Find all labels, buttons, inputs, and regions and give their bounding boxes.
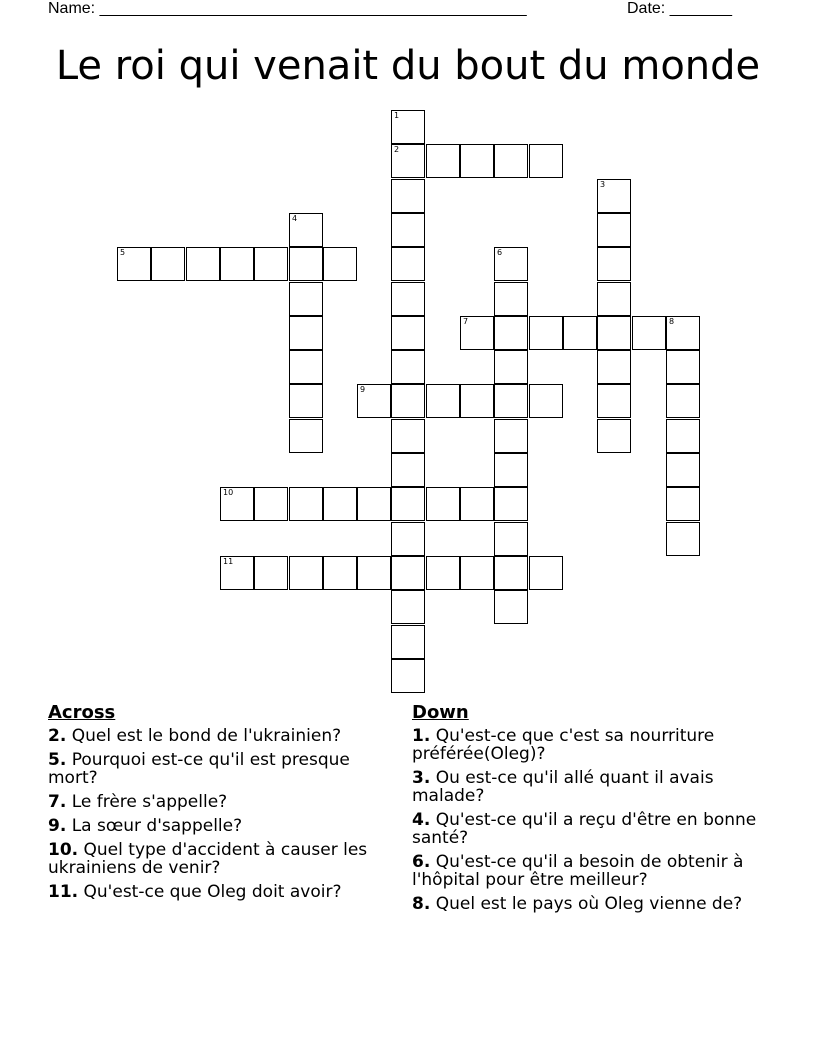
- down-clues: [412, 702, 782, 919]
- crossword-cell[interactable]: [254, 487, 288, 521]
- crossword-cell[interactable]: [289, 384, 323, 418]
- clue-number: 3.: [412, 768, 431, 788]
- clue-number: 11.: [48, 882, 79, 902]
- crossword-cell[interactable]: [426, 384, 460, 418]
- down-clue: [412, 853, 782, 889]
- clue-number: 9.: [48, 816, 67, 836]
- crossword-cell[interactable]: [220, 487, 254, 521]
- crossword-cell[interactable]: [494, 487, 528, 521]
- crossword-cell[interactable]: [391, 247, 425, 281]
- crossword-cell[interactable]: [666, 316, 700, 350]
- clue-text: Quel est le bond de l'ukrainien?: [71, 726, 342, 746]
- crossword-cell[interactable]: [460, 556, 494, 590]
- crossword-cell[interactable]: [357, 556, 391, 590]
- crossword-cell[interactable]: [391, 625, 425, 659]
- across-clue: [48, 883, 390, 901]
- crossword-cell[interactable]: [289, 350, 323, 384]
- crossword-cell[interactable]: [426, 556, 460, 590]
- crossword-cell[interactable]: [391, 179, 425, 213]
- crossword-cell[interactable]: [563, 316, 597, 350]
- cell-number: 10: [223, 488, 234, 497]
- crossword-cell[interactable]: [391, 213, 425, 247]
- crossword-cell[interactable]: [494, 419, 528, 453]
- crossword-cell[interactable]: [254, 247, 288, 281]
- clue-number: 8.: [412, 894, 431, 914]
- crossword-cell[interactable]: [357, 487, 391, 521]
- cell-number: 7: [463, 317, 469, 326]
- across-heading: Across: [48, 702, 116, 723]
- crossword-cell[interactable]: [666, 487, 700, 521]
- crossword-cell[interactable]: [391, 556, 425, 590]
- crossword-cell[interactable]: [289, 282, 323, 316]
- clue-number: 6.: [412, 852, 431, 872]
- crossword-cell[interactable]: [494, 316, 528, 350]
- crossword-cell[interactable]: [597, 384, 631, 418]
- cell-number: 9: [360, 385, 366, 394]
- crossword-cell[interactable]: [289, 419, 323, 453]
- down-clue: [412, 811, 782, 847]
- down-clue: [412, 769, 782, 805]
- crossword-cell[interactable]: [151, 247, 185, 281]
- crossword-cell[interactable]: [597, 419, 631, 453]
- cell-number: 4: [292, 214, 298, 223]
- crossword-cell[interactable]: [391, 590, 425, 624]
- crossword-cell[interactable]: [460, 384, 494, 418]
- crossword-cell[interactable]: [597, 350, 631, 384]
- crossword-cell[interactable]: [391, 316, 425, 350]
- crossword-cell[interactable]: [494, 453, 528, 487]
- crossword-cell[interactable]: [597, 282, 631, 316]
- crossword-cell[interactable]: [357, 384, 391, 418]
- crossword-cell[interactable]: [323, 556, 357, 590]
- crossword-cell[interactable]: [289, 213, 323, 247]
- clue-text: Qu'est-ce qu'il a reçu d'être en bonne santé?: [412, 810, 757, 848]
- crossword-cell[interactable]: [597, 179, 631, 213]
- cell-number: 2: [394, 145, 400, 154]
- cell-number: 1: [394, 111, 400, 120]
- crossword-cell[interactable]: [289, 556, 323, 590]
- crossword-cell[interactable]: [391, 522, 425, 556]
- crossword-cell[interactable]: [494, 556, 528, 590]
- crossword-cell[interactable]: [289, 487, 323, 521]
- crossword-cell[interactable]: [666, 522, 700, 556]
- crossword-cell[interactable]: [666, 453, 700, 487]
- crossword-cell[interactable]: [391, 453, 425, 487]
- clue-text: Le frère s'appelle?: [71, 792, 228, 812]
- clue-number: 4.: [412, 810, 431, 830]
- crossword-cell[interactable]: [254, 556, 288, 590]
- crossword-cell[interactable]: [391, 282, 425, 316]
- crossword-cell[interactable]: [597, 213, 631, 247]
- cell-number: 3: [600, 180, 606, 189]
- crossword-cell[interactable]: [494, 247, 528, 281]
- crossword-cell[interactable]: [529, 316, 563, 350]
- clue-number: 5.: [48, 750, 67, 770]
- clue-text: Qu'est-ce que Oleg doit avoir?: [83, 882, 342, 902]
- crossword-cell[interactable]: [460, 487, 494, 521]
- clue-number: 2.: [48, 726, 67, 746]
- across-clues: [48, 702, 390, 907]
- across-clue: [48, 817, 390, 835]
- across-clue: [48, 793, 390, 811]
- down-clue: [412, 727, 782, 763]
- crossword-cell[interactable]: [220, 556, 254, 590]
- crossword-cell[interactable]: [666, 350, 700, 384]
- down-clue: [412, 895, 782, 913]
- clue-text: Quel type d'accident à causer les ukrainiens de venir?: [48, 840, 368, 878]
- clue-text: Ou est-ce qu'il allé quant il avais malade?: [412, 768, 714, 806]
- crossword-cell[interactable]: [391, 144, 425, 178]
- cell-number: 5: [120, 248, 126, 257]
- cell-number: 11: [223, 557, 234, 566]
- crossword-cell[interactable]: [391, 419, 425, 453]
- down-heading: Down: [412, 702, 469, 723]
- crossword-cell[interactable]: [220, 247, 254, 281]
- clue-number: 1.: [412, 726, 431, 746]
- cell-number: 6: [497, 248, 503, 257]
- clue-text: Pourquoi est-ce qu'il est presque mort?: [48, 750, 350, 788]
- crossword-cell[interactable]: [529, 144, 563, 178]
- crossword-cell[interactable]: [426, 487, 460, 521]
- clue-text: Quel est le pays où Oleg vienne de?: [435, 894, 743, 914]
- crossword-cell[interactable]: [289, 316, 323, 350]
- crossword-cell[interactable]: [666, 384, 700, 418]
- crossword-cell[interactable]: [391, 384, 425, 418]
- name-field[interactable]: Name: ________________________________________________: [48, 0, 527, 17]
- crossword-cell[interactable]: [323, 247, 357, 281]
- crossword-cell[interactable]: [289, 247, 323, 281]
- crossword-cell[interactable]: [666, 419, 700, 453]
- crossword-cell[interactable]: [391, 350, 425, 384]
- crossword-cell[interactable]: [426, 144, 460, 178]
- crossword-cell[interactable]: [460, 144, 494, 178]
- date-field[interactable]: Date: _______: [627, 0, 732, 17]
- clue-number: 7.: [48, 792, 67, 812]
- crossword-cell[interactable]: [117, 247, 151, 281]
- crossword-cell[interactable]: [460, 316, 494, 350]
- crossword-cell[interactable]: [494, 590, 528, 624]
- crossword-cell[interactable]: [186, 247, 220, 281]
- crossword-cell[interactable]: [529, 556, 563, 590]
- crossword-cell[interactable]: [494, 282, 528, 316]
- across-clue: [48, 751, 390, 787]
- crossword-cell[interactable]: [494, 350, 528, 384]
- crossword-cell[interactable]: [494, 522, 528, 556]
- clue-text: Qu'est-ce qu'il a besoin de obtenir à l'hôpital pour être meilleur?: [412, 852, 744, 890]
- crossword-cell[interactable]: [529, 384, 563, 418]
- across-clue: [48, 841, 390, 877]
- crossword-cell[interactable]: [597, 316, 631, 350]
- crossword-cell[interactable]: [391, 659, 425, 693]
- across-clue: [48, 727, 390, 745]
- crossword-cell[interactable]: [597, 247, 631, 281]
- clue-text: Qu'est-ce que c'est sa nourriture préférée(Oleg)?: [412, 726, 715, 764]
- crossword-cell[interactable]: [494, 144, 528, 178]
- crossword-cell[interactable]: [391, 487, 425, 521]
- clue-number: 10.: [48, 840, 79, 860]
- crossword-cell[interactable]: [391, 110, 425, 144]
- crossword-cell[interactable]: [323, 487, 357, 521]
- crossword-cell[interactable]: [632, 316, 666, 350]
- cell-number: 8: [669, 317, 675, 326]
- puzzle-title: Le roi qui venait du bout du monde: [55, 43, 761, 89]
- crossword-cell[interactable]: [494, 384, 528, 418]
- clue-text: La sœur d'sappelle?: [71, 816, 243, 836]
